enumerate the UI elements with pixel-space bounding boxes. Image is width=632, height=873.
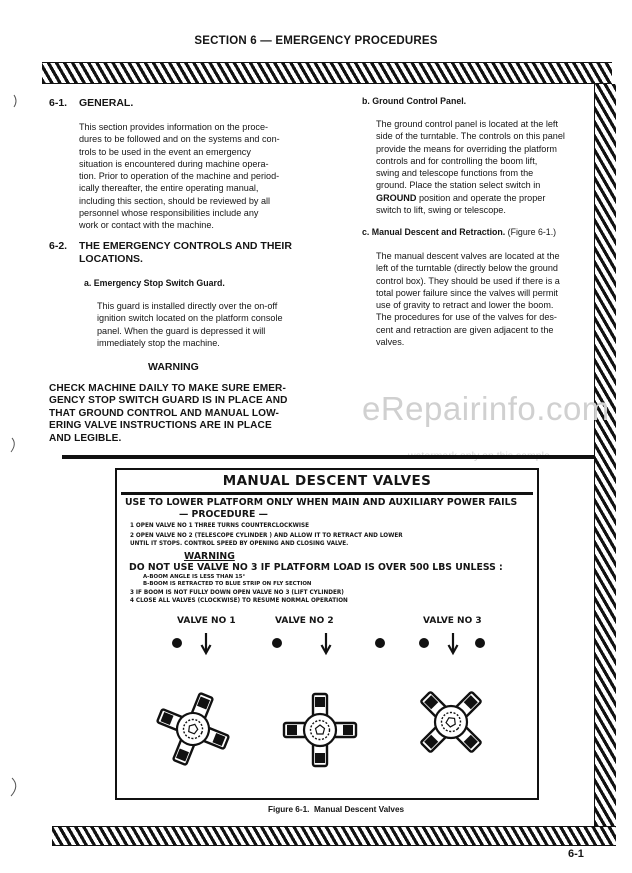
watermark: eRepairinfo.com: [362, 390, 610, 427]
valve-3-dot-icon: [419, 638, 429, 648]
binding-marks: [0, 0, 30, 873]
valve-2-label: VALVE NO 2: [275, 616, 334, 626]
general-paragraph: This section provides information on the proce- dures to be followed and on the systems and con- trols to be used in the event an emergency situation is encountered during machine opera- tion. Prior to operation of the machine and period- ically thereafter, the entire operating manual, including this section, should be reviewed by all personnel whose responsibilities include any work or contact with the machine.: [79, 122, 280, 231]
ground-panel-paragraph: The ground control panel is located at the left side of the turntable. The controls on this panel provide the means for overriding the platform controls and for controlling the boom lift, swing and telescope functions from the ground. Place the station select switch in GROUND position and operate the proper switch to lift, swing or telescope.: [376, 119, 565, 216]
stop-guard-paragraph: This guard is installed directly over the on-off ignition switch located on the platform console panel. When the guard is depressed it will immediately stop the machine.: [97, 301, 283, 348]
decal-use-line: USE TO LOWER PLATFORM ONLY WHEN MAIN AND AUXILIARY POWER FAILS: [125, 497, 518, 508]
warning-heading: WARNING: [148, 361, 199, 373]
valve-1-dot-icon: [172, 638, 182, 648]
valve-2-right-dot-icon: [375, 638, 385, 648]
valve-handles: [117, 680, 537, 795]
decal-conditions: A-BOOM ANGLE IS LESS THAN 15° B-BOOM IS RETRACTED TO BLUE STRIP ON FLY SECTION: [143, 574, 312, 587]
valve-3-right-dot-icon: [475, 638, 485, 648]
decal-title-rule: [121, 492, 533, 495]
section-6-2-heading: 6-2. THE EMERGENCY CONTROLS AND THEIR LOCATIONS.: [49, 240, 292, 265]
decal-final-steps: 3 IF BOOM IS NOT FULLY DOWN OPEN VALVE NO 3 (LIFT CYLINDER) 4 CLOSE ALL VALVES (CLOCKWISE) TO RESUME NORMAL OPERATION: [130, 590, 348, 604]
valve-1-handle-icon: [146, 682, 240, 776]
valve-1-arrow-down-icon: [202, 633, 211, 653]
ground-panel-heading: b. Ground Control Panel.: [362, 96, 467, 106]
section-title: SECTION 6 — EMERGENCY PROCEDURES: [194, 35, 438, 47]
hatch-band-top: [42, 62, 612, 84]
manual-descent-paragraph: The manual descent valves are located at the left of the turntable (directly below the ground control box). They should be used if there is a total power failure since the valves will permit use of gravity to retract and lower the boom. The procedures for use of the valves for des- cent and retraction are given adjacent to the valves.: [376, 251, 560, 348]
valve-2-handle-icon: [284, 694, 356, 766]
decal-warning: WARNING: [184, 551, 235, 562]
valve-3-handle-icon: [400, 680, 502, 773]
stop-guard-heading: a. Emergency Stop Switch Guard.: [84, 278, 225, 288]
valve-indicators: [117, 630, 537, 666]
valve-3-arrow-down-icon: [449, 633, 458, 653]
manual-descent-decal: [115, 468, 539, 800]
valve-2-arrow-down-icon: [322, 633, 331, 653]
decal-procedure-label: — PROCEDURE —: [179, 509, 268, 520]
hatch-band-bottom: [52, 826, 616, 846]
warning-text: CHECK MACHINE DAILY TO MAKE SURE EMER- GENCY STOP SWITCH GUARD IS IN PLACE AND THAT GROUND CONTROL AND MANUAL LOW- ERING VALVE INSTRUCTIONS ARE IN PLACE AND LEGIBLE.: [49, 383, 288, 444]
decal-title: MANUAL DESCENT VALVES: [222, 473, 432, 489]
divider-rule: [62, 455, 594, 459]
figure-caption: Figure 6-1. Manual Descent Valves: [268, 805, 405, 814]
manual-descent-heading: c. Manual Descent and Retraction. (Figure 6-1.): [362, 227, 557, 237]
valve-3-label: VALVE NO 3: [423, 616, 482, 626]
section-6-1-heading: 6-1. GENERAL.: [49, 97, 134, 109]
decal-steps: 1 OPEN VALVE NO 1 THREE TURNS COUNTERCLOCKWISE 2 OPEN VALVE NO 2 (TELESCOPE CYLINDER ) AND ALLOW IT TO RETRACT AND LOWER UNTIL IT STOPS. CONTROL SPEED BY OPENING AND CLOSING VALVE.: [130, 523, 403, 547]
decal-do-not-line: DO NOT USE VALVE NO 3 IF PLATFORM LOAD IS OVER 500 LBS UNLESS :: [129, 562, 503, 573]
valve-1-label: VALVE NO 1: [177, 616, 236, 626]
hatch-band-right: [594, 84, 616, 826]
page-number: 6-1: [568, 848, 584, 860]
valve-2-dot-icon: [272, 638, 282, 648]
